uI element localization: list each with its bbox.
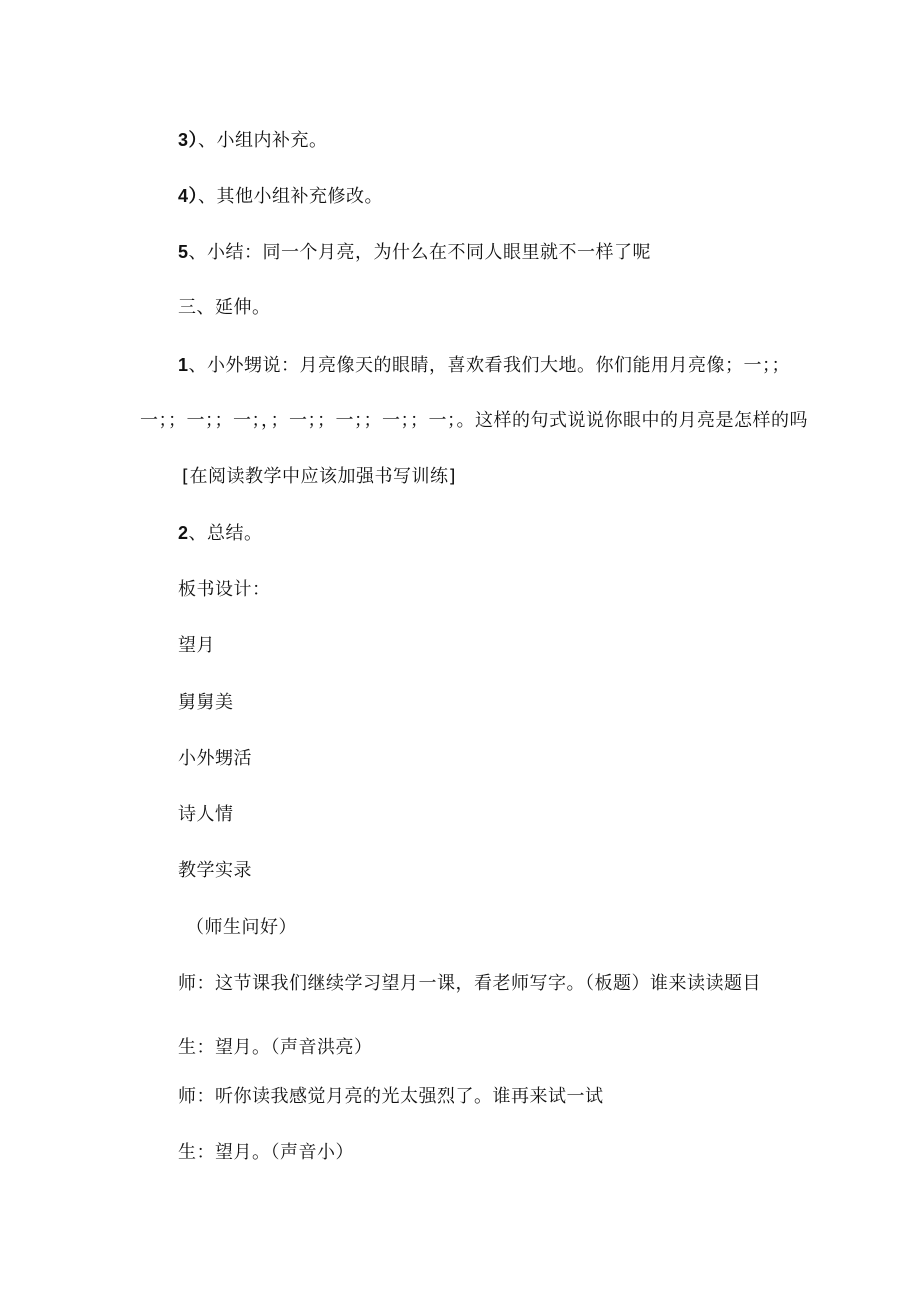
line-text: 、小结：同一个月亮，为什么在不同人眼里就不一样了呢 bbox=[188, 242, 652, 263]
board-item bbox=[178, 634, 215, 658]
bracket-note bbox=[182, 465, 456, 489]
text-line bbox=[178, 128, 328, 153]
line-text: 、总结。 bbox=[188, 523, 263, 544]
dialogue-line bbox=[178, 972, 761, 996]
line-text: （师生问好） bbox=[186, 917, 297, 938]
text-line bbox=[178, 353, 790, 378]
record-title bbox=[178, 859, 252, 883]
line-text: 三、延伸。 bbox=[178, 297, 271, 318]
item-number: 3） bbox=[178, 130, 199, 150]
dialogue-line bbox=[178, 1085, 604, 1109]
line-text: 教学实录 bbox=[178, 860, 252, 881]
item-number: 5 bbox=[178, 242, 189, 262]
board-item bbox=[178, 691, 234, 715]
line-text: 生：望月。（声音洪亮） bbox=[178, 1037, 373, 1058]
board-item bbox=[178, 803, 234, 827]
line-text: 、其他小组补充修改。 bbox=[198, 186, 384, 207]
line-text: 小外甥活 bbox=[178, 748, 252, 769]
text-line bbox=[178, 521, 263, 546]
item-number: 4） bbox=[178, 186, 199, 206]
section-heading bbox=[178, 296, 271, 320]
line-text: 师：听你读我感觉月亮的光太强烈了。谁再来试一试 bbox=[178, 1086, 604, 1107]
line-text: 一；；一；；一；，；一；；一；；一；；一；。这样的句式说说你眼中的月亮是怎样的吗 bbox=[140, 410, 808, 431]
board-design-title bbox=[178, 578, 271, 602]
line-text: 生：望月。（声音小） bbox=[178, 1142, 354, 1163]
line-text: 舅舅美 bbox=[178, 692, 234, 713]
dialogue-line bbox=[178, 1036, 373, 1060]
line-text: [在阅读教学中应该加强书写训练] bbox=[182, 466, 457, 487]
text-line-continuation bbox=[140, 409, 808, 433]
line-text: 、小外甥说：月亮像天的眼睛，喜欢看我们大地。你们能用月亮像；一；； bbox=[188, 355, 791, 376]
item-number: 1 bbox=[178, 355, 189, 375]
board-item bbox=[178, 747, 252, 771]
line-text: 诗人情 bbox=[178, 804, 234, 825]
line-text: 望月 bbox=[178, 635, 215, 656]
stage-direction bbox=[186, 916, 297, 940]
text-line bbox=[178, 184, 383, 209]
text-line bbox=[178, 240, 651, 265]
item-number: 2 bbox=[178, 523, 189, 543]
line-text: 板书设计： bbox=[178, 579, 271, 600]
line-text: 师：这节课我们继续学习望月一课，看老师写字。（板题）谁来读读题目 bbox=[178, 973, 761, 994]
dialogue-line bbox=[178, 1141, 354, 1165]
line-text: 、小组内补充。 bbox=[198, 130, 328, 151]
